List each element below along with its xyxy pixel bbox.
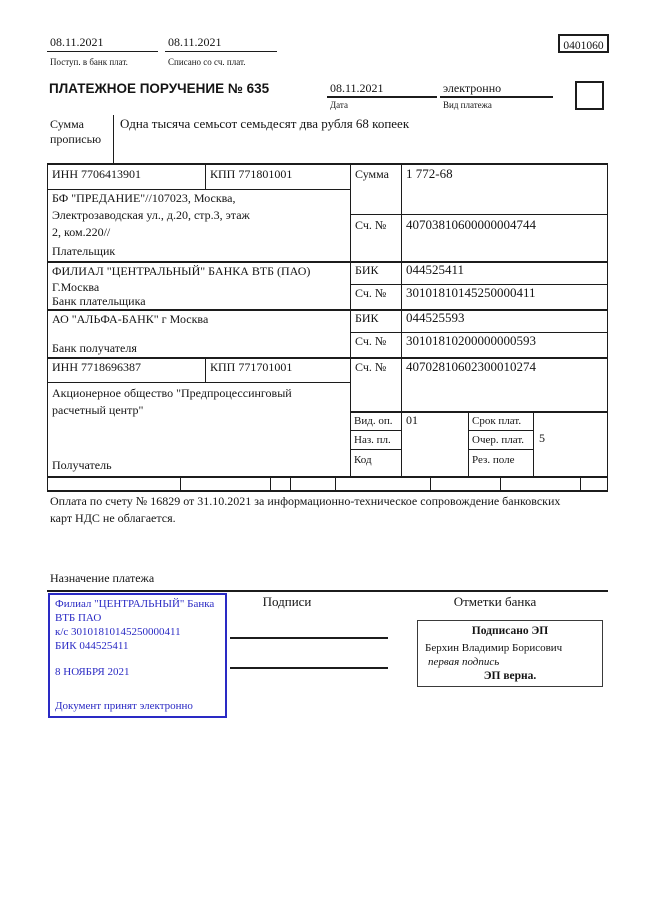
grid-line	[47, 261, 608, 263]
sum-label: Сумма	[355, 167, 389, 181]
doc-date-label: Дата	[330, 100, 348, 110]
ep-stamp	[417, 620, 603, 687]
page-title: ПЛАТЕЖНОЕ ПОРУЧЕНИЕ № 635	[49, 81, 270, 96]
bank-stamp-line: ВТБ ПАО	[55, 612, 102, 624]
grid-line	[47, 189, 351, 190]
payment-kind-label: Вид платежа	[443, 100, 492, 110]
debited-date-label: Списано со сч. плат.	[168, 57, 246, 67]
grid-line	[47, 309, 608, 311]
ep-title: Подписано ЭП	[471, 625, 549, 637]
payee-name: Акционерное общество "Предпроцессинговый	[52, 386, 292, 400]
grid-line	[47, 382, 351, 383]
grid-line	[47, 163, 608, 165]
grid-line	[290, 476, 291, 491]
payer-bank-account: 30101810145250000411	[406, 285, 536, 300]
grid-line	[350, 449, 402, 450]
received-date-label: Поступ. в банк плат.	[50, 57, 128, 67]
signatures-label: Подписи	[262, 594, 312, 609]
grid-line	[270, 476, 271, 491]
amount-words-label: Сумма	[50, 117, 84, 131]
grid-line	[47, 476, 608, 478]
underline	[327, 96, 437, 98]
grid-line	[350, 430, 402, 431]
grid-line	[350, 163, 351, 477]
code-label: Код	[354, 454, 372, 466]
sum-value: 1 772-68	[406, 166, 453, 181]
bank-stamp-date: 8 НОЯБРЯ 2021	[55, 666, 130, 678]
grid-line	[47, 163, 48, 492]
grid-line	[468, 430, 534, 431]
grid-line	[468, 411, 469, 477]
payee-bank-account-label: Сч. №	[355, 334, 387, 348]
op-kind-label: Вид. оп.	[354, 415, 393, 427]
payee-bank-section-label: Банк получателя	[52, 341, 137, 355]
amount-words-label: прописью	[50, 132, 102, 146]
doc-date: 08.11.2021	[330, 81, 384, 95]
underline	[47, 51, 158, 52]
bank-stamp-line: Филиал "ЦЕНТРАЛЬНЫЙ" Банка	[55, 598, 215, 610]
underline	[165, 51, 277, 52]
separator-line	[113, 115, 114, 164]
underline	[440, 96, 553, 98]
signature-line	[230, 637, 388, 639]
form-code: 0401060	[563, 40, 604, 52]
payment-purpose: Оплата по счету № 16829 от 31.10.2021 за информационно-техническое сопровождение банковских	[50, 494, 561, 508]
amount-words: Одна тысяча семьсот семьдесят два рубля 68 копеек	[120, 116, 410, 131]
payer-bank-name: Г.Москва	[52, 280, 100, 294]
grid-line	[580, 476, 581, 491]
ep-verified: ЭП верна.	[483, 670, 537, 682]
payee-account-label: Сч. №	[355, 360, 387, 374]
form-code-box	[558, 34, 609, 53]
payer-name: 2, ком.220//	[52, 225, 111, 239]
payee-bank-name: АО "АЛЬФА-БАНК" г Москва	[52, 312, 209, 326]
payee-bank-account: 30101810200000000593	[406, 333, 536, 348]
received-date: 08.11.2021	[50, 35, 104, 49]
payer-bank-section-label: Банк плательщика	[52, 294, 146, 308]
op-kind-value: 01	[406, 413, 418, 427]
payer-bank-bik-label: БИК	[355, 263, 379, 277]
payee-account: 40702810602300010274	[406, 359, 536, 374]
bank-stamp-accepted: Документ принят электронно	[55, 700, 193, 712]
payer-kpp: КПП 771801001	[210, 167, 293, 181]
bank-stamp	[48, 593, 227, 718]
grid-line	[500, 476, 501, 491]
ep-signer: Берхин Владимир Борисович	[425, 642, 563, 654]
ep-sub: первая подпись	[428, 656, 500, 668]
grid-line	[607, 163, 608, 492]
payer-name: Электрозаводская ул., д.20, стр.3, этаж	[52, 208, 250, 222]
signature-line	[230, 667, 388, 669]
payee-inn: ИНН 7718696387	[52, 360, 141, 374]
payee-kpp: КПП 771701001	[210, 360, 293, 374]
payee-bank-bik-label: БИК	[355, 311, 379, 325]
payer-bank-bik: 044525411	[406, 262, 465, 277]
payer-inn: ИНН 7706413901	[52, 167, 141, 181]
payer-account-label: Сч. №	[355, 218, 387, 232]
grid-line	[180, 476, 181, 491]
grid-line	[533, 411, 534, 477]
payee-bank-bik: 044525593	[406, 310, 465, 325]
grid-line	[350, 214, 608, 215]
payer-account: 40703810600000004744	[406, 217, 536, 232]
purpose-code-label: Наз. пл.	[354, 434, 391, 446]
grid-line	[350, 411, 608, 413]
payer-name: БФ "ПРЕДАНИЕ"//107023, Москва,	[52, 191, 236, 205]
payment-purpose: карт НДС не облагается.	[50, 511, 176, 525]
debited-date: 08.11.2021	[168, 35, 222, 49]
separator-line	[47, 590, 608, 592]
reserve-label: Рез. поле	[472, 454, 515, 466]
grid-line	[205, 163, 206, 190]
due-date-label: Срок плат.	[472, 415, 522, 427]
priority-value: 5	[539, 431, 545, 445]
grid-line	[205, 357, 206, 383]
grid-line	[430, 476, 431, 491]
payer-bank-account-label: Сч. №	[355, 286, 387, 300]
grid-line	[468, 449, 534, 450]
payer-bank-name: ФИЛИАЛ "ЦЕНТРАЛЬНЫЙ" БАНКА ВТБ (ПАО)	[52, 264, 311, 278]
bank-marks-label: Отметки банка	[453, 594, 537, 609]
payment-kind-checkbox	[575, 81, 604, 110]
grid-line	[335, 476, 336, 491]
bank-stamp-line: БИК 044525411	[55, 640, 129, 652]
grid-line	[47, 490, 608, 492]
payment-kind: электронно	[443, 81, 502, 95]
priority-label: Очер. плат.	[472, 434, 525, 446]
bank-stamp-line: к/с 30101810145250000411	[55, 626, 181, 638]
payer-section-label: Плательщик	[52, 244, 116, 258]
payee-name: расчетный центр"	[52, 403, 144, 417]
payee-section-label: Получатель	[52, 458, 112, 472]
grid-line	[401, 163, 402, 477]
purpose-section-label: Назначение платежа	[50, 571, 155, 585]
